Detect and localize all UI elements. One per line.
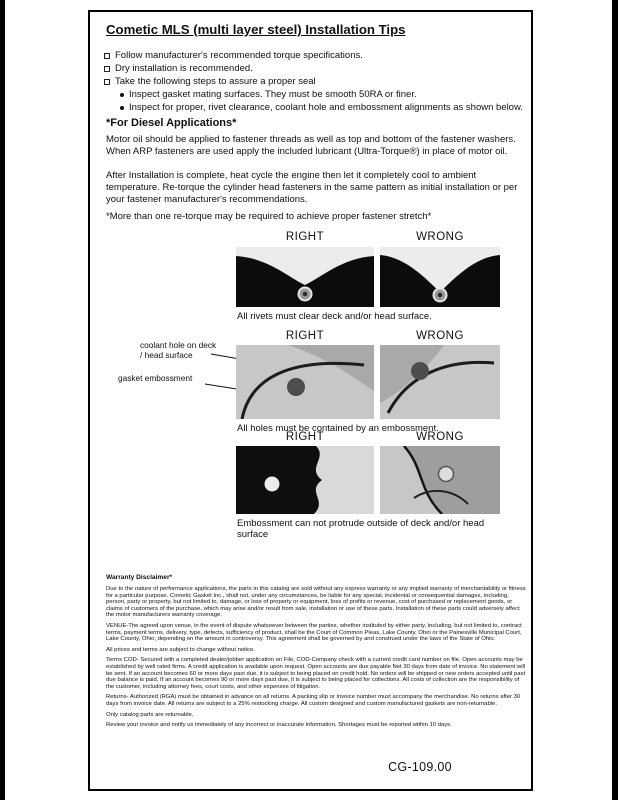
- figure2-wrong-label: WRONG: [416, 330, 464, 342]
- figure3-right-label: RIGHT: [285, 431, 325, 443]
- figure1-wrong-label: WRONG: [416, 231, 464, 243]
- figure2-caption: All holes must be contained by an embossment.: [237, 423, 439, 434]
- list-item: [104, 49, 523, 62]
- list-item: [120, 101, 523, 114]
- diesel-heading: *For Diesel Applications*: [106, 117, 237, 129]
- figure3-wrong-label: WRONG: [416, 431, 464, 443]
- warranty-paragraph: Terms COD- Secured with a completed dealer/jobber application on File, COD-Company check with a current credit card number on file. Open accounts may be established by well rated firms. A credit application is available upon request. Open accounts are due payable Net 30 days from date of invoice. No statement will be sent. If an account becomes 60 or more days past due, it is subject to being placed on credit hold. No orders will be shipped or new orders accepted until past due balance is paid. If an account becomes 90 or more days past due, it is subject to being placed for collections. All costs of collection are the responsibility of the customer, including attorney fees, court costs, and other expenses of litigation.: [106, 657, 526, 690]
- figure3-wrong-image: [380, 446, 500, 514]
- tip-text: Inspect gasket mating surfaces. They must be smooth 50RA or finer.: [129, 89, 417, 100]
- page-title: Cometic MLS (multi layer steel) Installation Tips: [106, 22, 406, 37]
- embossment-inside-illustration: [236, 446, 374, 514]
- square-bullet-icon: [104, 53, 110, 59]
- retorque-note: *More than one re-torque may be required to achieve proper fastener stretch*: [106, 211, 432, 222]
- warranty-paragraph: VENUE-The agreed upon venue, in the event of dispute whatsoever between the parties, whether instituted by either party, including, but not limited to, contract terms, payment terms, delivery, type, defects, sufficiency of product, shall be the Court of Common Pleas, Lake County, Ohio or the Painesville Municipal Court, Lake County, Ohio, depending on the amount in controversy. This agreement shall be governed by and construed under the laws of the State of Ohio.: [106, 622, 522, 643]
- tip-text: Dry installation is recommended.: [115, 63, 253, 74]
- catalog-page-code: CG-109.00: [388, 760, 452, 774]
- square-bullet-icon: [104, 79, 110, 85]
- tip-text: Follow manufacturer's recommended torque specifications.: [115, 50, 363, 61]
- warranty-heading: Warranty Disclaimer*: [106, 574, 173, 581]
- warranty-paragraph: Returns- Authorized (RGA) must be obtained in advance on all returns. A packing slip or invoice number must accompany the merchandise. No returns after 30 days from invoice date. All returns are subject to a 25% restocking charge. All custom designed and custom manufactured gaskets are non-returnable.: [106, 694, 521, 707]
- list-item: [104, 62, 523, 75]
- figure2-wrong-image: [380, 345, 500, 419]
- dot-bullet-icon: [120, 93, 124, 97]
- tip-text: Take the following steps to assure a proper seal: [115, 76, 316, 87]
- warranty-paragraph: All prices and terms are subject to change without notice.: [106, 646, 255, 653]
- rivet-touching-illustration: [380, 247, 500, 307]
- gasket-embossment-annotation: gasket embossment: [118, 373, 193, 383]
- hole-not-contained-illustration: [380, 345, 500, 419]
- diesel-paragraph-2: After Installation is complete, heat cycle the engine then let it completely cool to ambient temperature. Re-torque the cylinder head fasteners in the same pattern as initial installation or per your fastener manufacturer's recommendations.: [106, 170, 518, 205]
- figure3-caption: Embossment can not protrude outside of deck and/or head surface: [237, 518, 485, 540]
- embossment-protruding-illustration: [380, 446, 500, 514]
- figure1-caption: All rivets must clear deck and/or head surface.: [237, 311, 432, 322]
- tip-text: Inspect for proper, rivet clearance, coolant hole and embossment alignments as shown below.: [129, 102, 523, 113]
- figure2-right-label: RIGHT: [285, 330, 325, 342]
- figure3-right-image: [236, 446, 374, 514]
- list-item: [104, 75, 523, 88]
- warranty-paragraph: Review your invoice and notify us immediately of any incorrect or inaccurate information. Shortages must be reported within 10 days.: [106, 722, 452, 729]
- list-item: [120, 88, 523, 101]
- coolant-hole-annotation: coolant hole on deck / head surface: [140, 340, 217, 360]
- figure1-wrong-image: [380, 247, 500, 307]
- scan-edge-left: [0, 0, 5, 800]
- diesel-paragraph-1: Motor oil should be applied to fastener threads as well as top and bottom of the fastener washers. When ARP fasteners are used apply the included lubricant (Ultra-Torque®) in place of motor oil.: [106, 134, 516, 157]
- square-bullet-icon: [104, 66, 110, 72]
- warranty-paragraph: Due to the nature of performance applications, the parts in this catalog are sold without any express warranty or any implied warranty of merchantability or fitness for a particular purpose. Cometic Gasket Inc., shall not, under any circumstances, be liable for any special, incidental or consequential damages, including, person, party or property, but not limited to, damage, or loss of property or equipment, loss of profits or revenue, cost of purchased or replacement goods, or claims of customers of the purchase, which may arise and/or result from sale, installation or use of these parts. Installation of these parts could adversely affect the motor manufacturers warranty coverage.: [106, 586, 526, 619]
- scan-edge-right: [612, 0, 618, 800]
- dot-bullet-icon: [120, 106, 124, 110]
- figure1-right-image: [236, 247, 374, 307]
- figure2-right-image: [236, 345, 374, 419]
- figure1-right-label: RIGHT: [285, 231, 325, 243]
- tips-list: [104, 49, 523, 114]
- rivet-clear-illustration: [236, 247, 374, 307]
- warranty-text: [106, 586, 526, 733]
- warranty-paragraph: Only catalog parts are returnable.: [106, 711, 194, 718]
- hole-contained-illustration: [236, 345, 374, 419]
